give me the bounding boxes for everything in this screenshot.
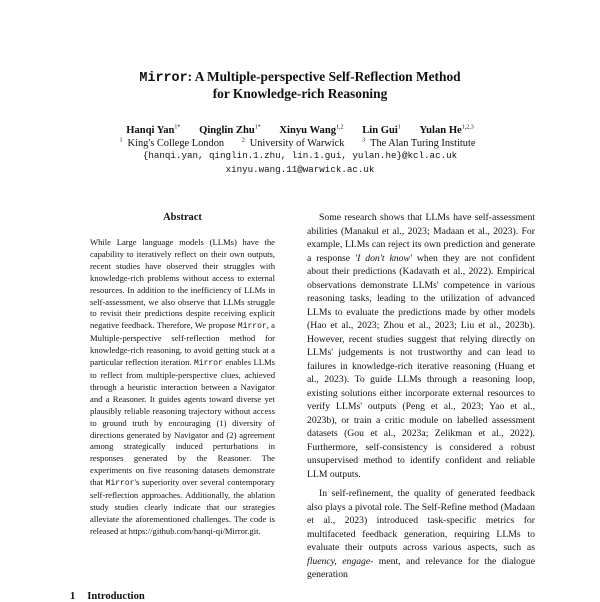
abstract-body bbox=[90, 237, 275, 538]
author-name: Qinglin Zhu bbox=[199, 124, 255, 136]
abstract-heading: Abstract bbox=[163, 212, 202, 223]
title-method-name: Mirror bbox=[139, 71, 188, 86]
author-sup: 1,2 bbox=[336, 124, 344, 130]
author-name: Lin Gui bbox=[362, 124, 398, 136]
body-italic: 'I don't know' bbox=[355, 252, 412, 264]
affiliation-name: The Alan Turing Institute bbox=[370, 138, 476, 150]
method-name: Mirror bbox=[105, 479, 135, 489]
method-name: Mirror bbox=[194, 359, 223, 369]
affiliation-sup: 2 bbox=[241, 138, 245, 144]
author-name: Xinyu Wang bbox=[279, 124, 337, 136]
affiliation bbox=[120, 138, 230, 149]
body-text: ment, and relevance for the dialogue generation bbox=[307, 555, 536, 580]
body-text: when they are not confident about their predictions (Kadavath et al., 2022). Empirical observations demonstrate LLMs' competence in various reasoning tasks, leading to the utilization of advanced LLMs to evaluate the predictions made by other models (Hao et al., 2023; Zhou et al., 2023; Liu et al., 2023b). However, recent studies suggest that relying directly on LLMs' judgements is not trustworthy and can lead to failures in knowledge-rich iterative reasoning (Huang et al., 2023). To guide LLMs through a reasoning loop, existing solutions either incorporate external resources to verify LLMs' outputs (Peng et al., 2023; Yao et al., 2023b), or train a critic module on labelled assessment datasets (Gou et al., 2023a; Zelikman et al., 2022). Furthermore, self-consistency is considered a robust unsupervised method to identify confident and reliable LLM outputs. bbox=[307, 252, 536, 480]
abstract-text: 's superiority over several contemporary self-reflection approaches. Additionally, the ablation study studies clearly indicate that our strategies alleviate the aforementioned challenges. The code is released at https://github.com/hanqi-qi/Mirror.git. bbox=[90, 477, 275, 536]
title-line-2: for Knowledge-rich Reasoning bbox=[212, 86, 388, 101]
section-title: Introduction bbox=[87, 591, 145, 602]
affiliation bbox=[242, 138, 350, 149]
title-line-1-text: : A Multiple-perspective Self-Reflection Method bbox=[187, 69, 461, 84]
abstract-text: While Large language models (LLMs) have the capability to iteratively reflect on their own outputs, recent studies have observed their struggles with knowledge-rich problems without access to external resources. In addition to the inefficiency of LLMs in self-assessment, we also observe that LLMs struggle to revisit their predictions despite receiving explicit negative feedback. Therefore, We propose bbox=[90, 237, 275, 331]
body-text: In self-refinement, the quality of generated feedback also plays a pivotal role. The Self-Refine method (Madaan et al., 2023) introduced task-specific metrics for multifaceted feedback generation, requiring LLMs to evaluate their outputs across various aspects, such as bbox=[307, 488, 535, 553]
body-italic: fluency, engage- bbox=[307, 555, 374, 567]
section-heading-introduction bbox=[70, 591, 145, 602]
author-sup: 1,2,3 bbox=[461, 124, 474, 130]
affiliation-name: University of Warwick bbox=[249, 138, 345, 150]
body-paragraph bbox=[307, 487, 535, 582]
author-sup: 1* bbox=[254, 124, 261, 130]
method-name: Mirror bbox=[237, 322, 267, 332]
author-sup: 1 bbox=[397, 124, 401, 130]
section-number: 1 bbox=[70, 591, 76, 602]
affiliation bbox=[362, 138, 480, 149]
email-line-2: xinyu.wang.11@warwick.ac.uk bbox=[225, 164, 375, 175]
body-paragraph bbox=[307, 211, 535, 481]
abstract-text: enables LLMs to reflect from multiple-perspective clues, achieved through a heuristic interaction between a Navigator and a Reasoner. It guides agents toward diverse yet plausibly reliable reasoning trajectory without access to ground truth by encouraging (1) diversity of directions generated by Navigator and (2) agreement among strategically induced perturbations in responses generated by the Reasoner. The experiments on five reasoning datasets demonstrate that bbox=[90, 357, 275, 488]
author-name: Yulan He bbox=[419, 124, 462, 136]
affiliation-name: King's College London bbox=[127, 138, 225, 150]
affiliation-sup: 3 bbox=[362, 138, 366, 144]
email-line-1: {hanqi.yan, qinglin.1.zhu, lin.1.gui, yulan.he}@kcl.ac.uk bbox=[142, 150, 458, 161]
author-sup: 1* bbox=[174, 124, 181, 130]
affiliation-sup: 1 bbox=[119, 138, 123, 144]
body-text: Some research shows that LLMs have self-assessment abilities (Manakul et al., 2023; Madaan et al., 2023). For example, LLMs can reject its own prediction and generate a response bbox=[307, 212, 535, 264]
abstract-text: , a Multiple-perspective self-reflection method for knowledge-rich reasoning, to avoid getting stuck at a particular reflection iteration. bbox=[90, 320, 275, 368]
body-column bbox=[307, 211, 535, 582]
author-name: Hanqi Yan bbox=[126, 124, 175, 136]
